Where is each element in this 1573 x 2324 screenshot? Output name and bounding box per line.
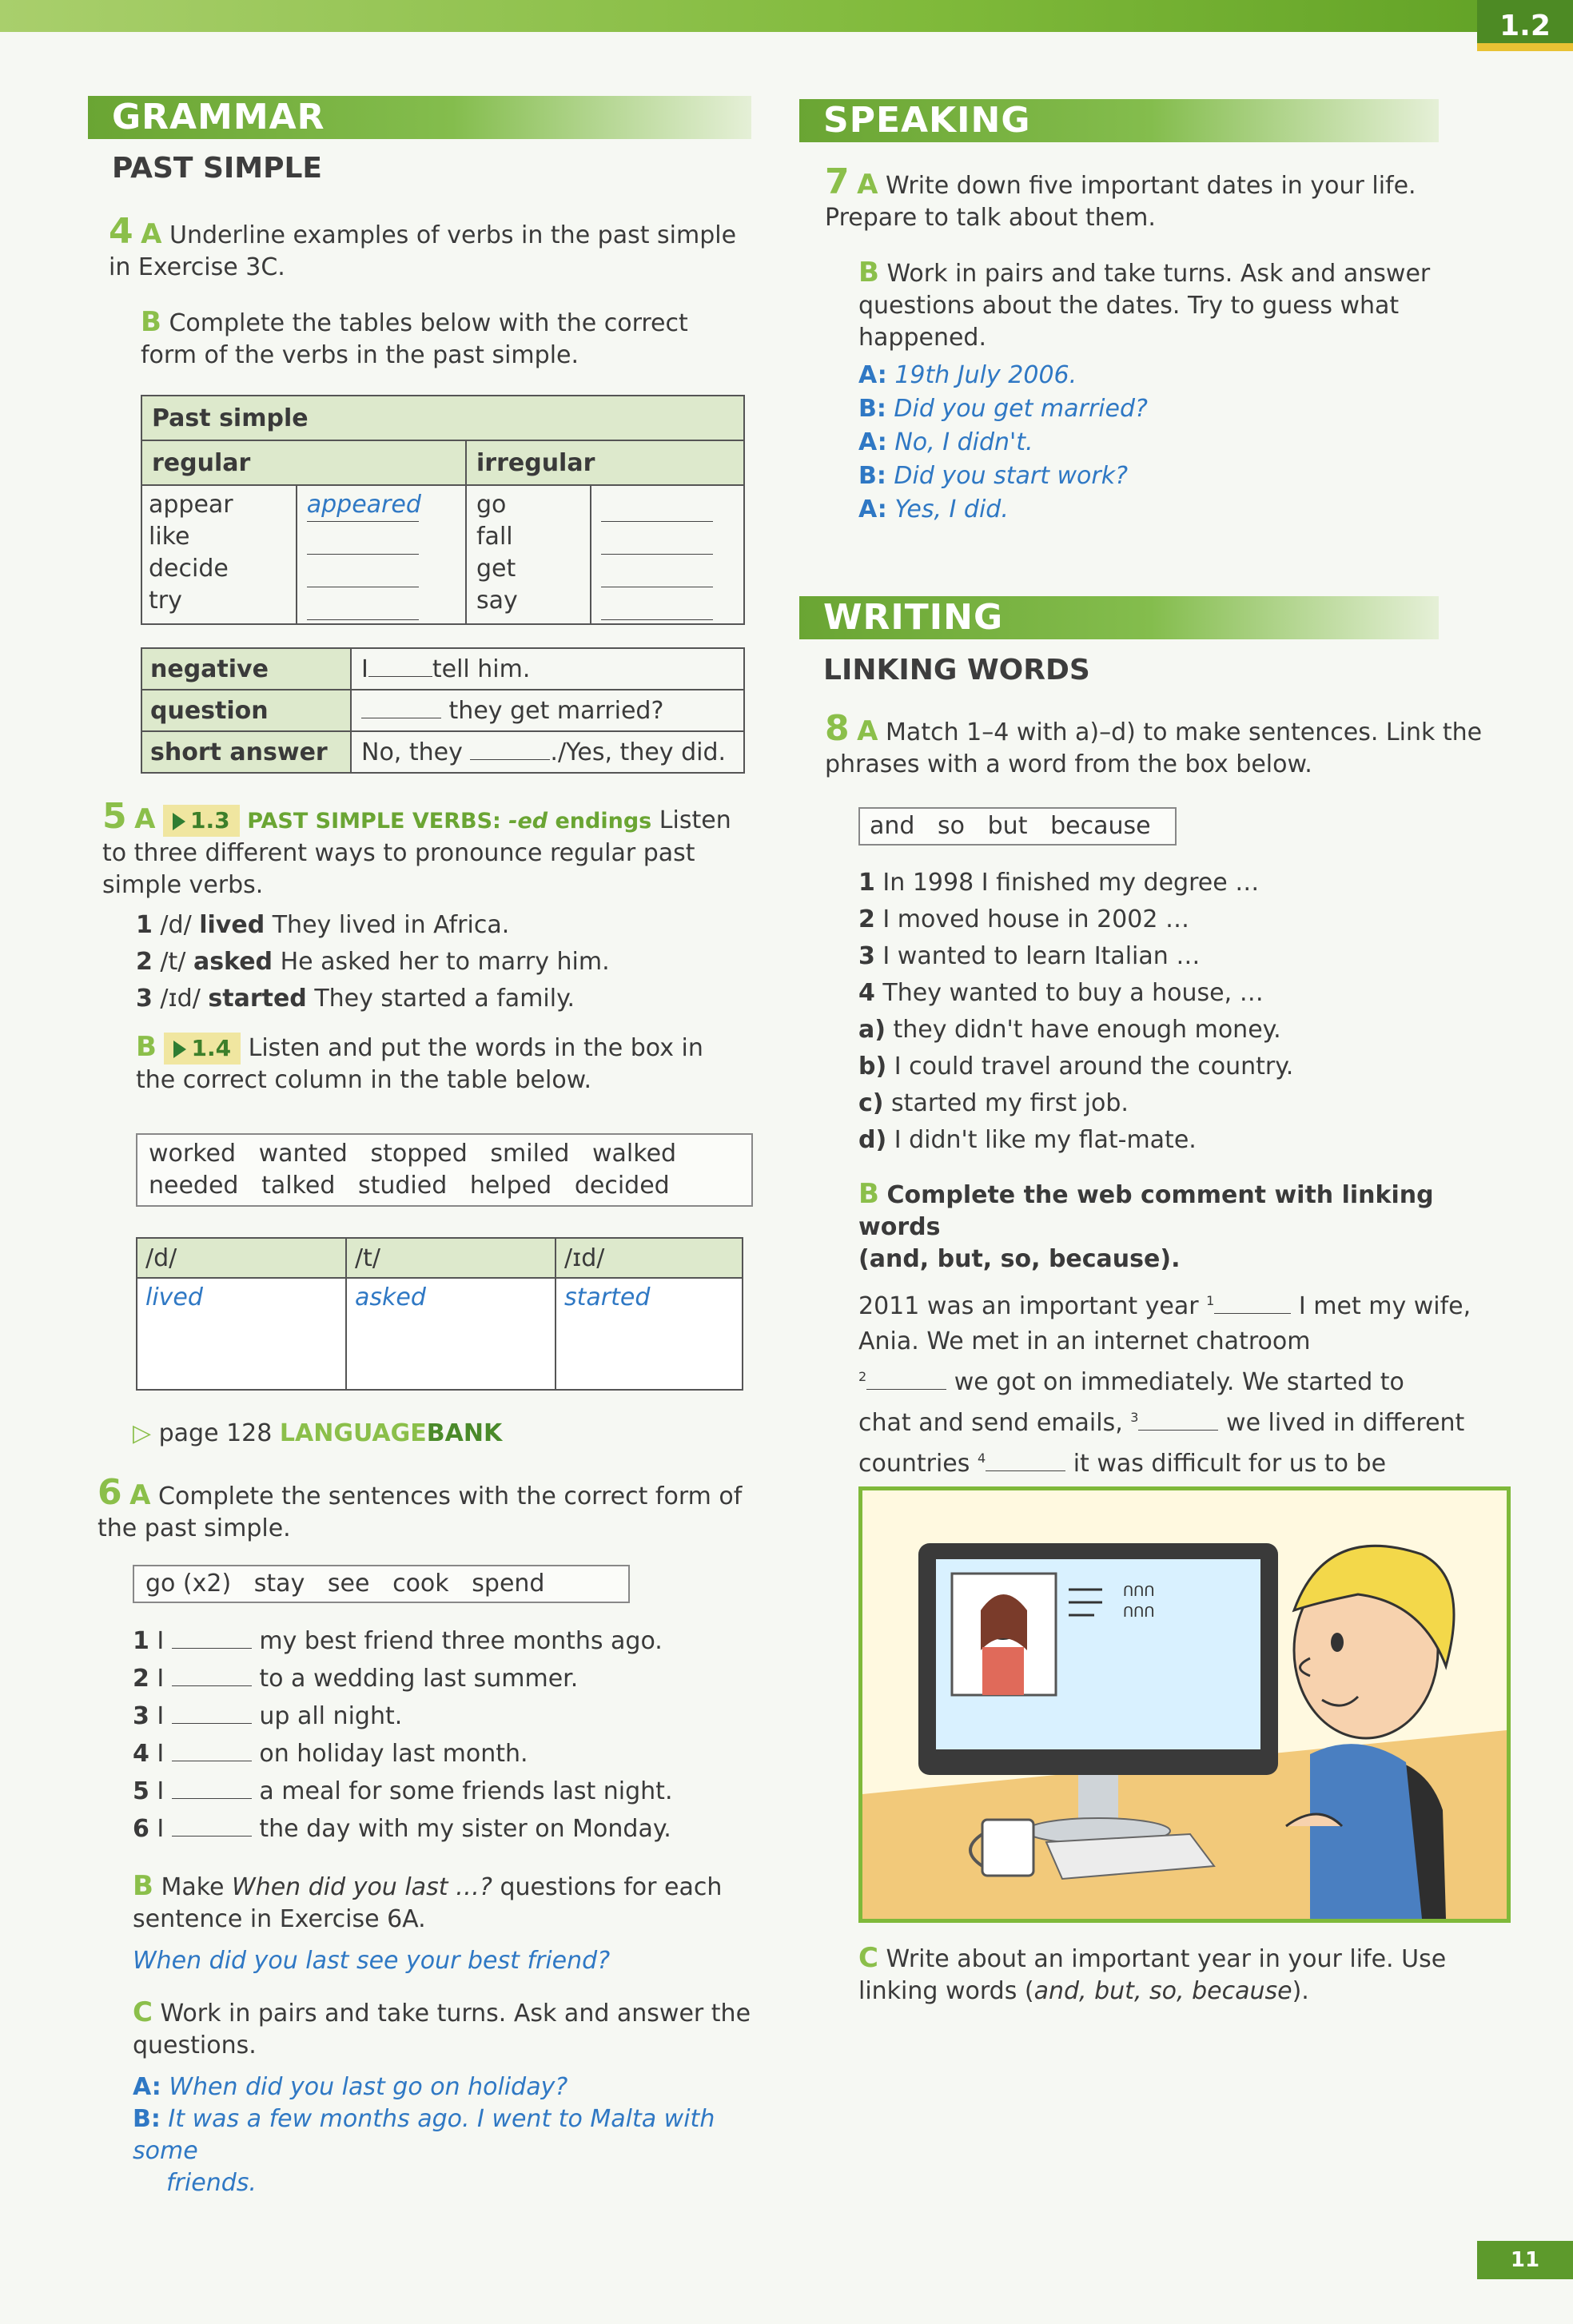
list-item: 6 I the day with my sister on Monday. [133, 1815, 671, 1843]
matching-list [858, 865, 1482, 1159]
column-header: /t/ [346, 1238, 556, 1278]
answer-blank[interactable] [601, 555, 713, 587]
answer-blank[interactable] [172, 1836, 252, 1837]
irregular-verb: fall [476, 523, 513, 551]
part-letter: B [136, 1031, 157, 1063]
part-letter: A [857, 715, 878, 747]
answer-blank[interactable] [470, 759, 550, 760]
list-item[interactable]: a) they didn't have enough money. [858, 1016, 1281, 1044]
irregular-verb: say [476, 587, 518, 615]
exercise-number: 7 [825, 161, 850, 202]
instruction-text: Listen and put the words in the box in the correct column in the table below. [136, 1034, 703, 1094]
exercise-4 [109, 211, 748, 372]
answer-blank[interactable] [601, 522, 713, 555]
language-bank-link[interactable]: ▷ page 128 LANGUAGEBANK [133, 1419, 503, 1447]
row-pre: No, they [361, 738, 463, 766]
exercise-number: 4 [109, 211, 133, 252]
grammar-subtitle: PAST SIMPLE [112, 152, 323, 185]
part-letter: A [129, 1479, 151, 1511]
exercise-number: 8 [825, 708, 850, 749]
exercise-8 [825, 708, 1488, 781]
part-letter: B [858, 257, 879, 289]
regular-verb: try [149, 587, 182, 615]
audio-track-button[interactable]: 1.3 [163, 805, 240, 837]
play-icon [173, 813, 185, 830]
instruction-text: Underline examples of verbs in the past simple in Exercise 3C. [109, 221, 737, 281]
word-box: go (x2) stay see cook spend [133, 1565, 630, 1603]
list-item: 4 I on holiday last month. [133, 1740, 528, 1768]
example-answer: When did you last see your best friend? [133, 1947, 611, 1975]
exercise-6 [98, 1472, 753, 1545]
row-label: question [141, 690, 351, 731]
speaking-heading: SPEAKING [799, 99, 1439, 142]
word-box: and so but because [858, 807, 1177, 846]
exercise-8c: C Write about an important year in your life. Use linking words (and, but, so, because). [858, 1942, 1447, 2005]
answer-blank[interactable] [172, 1798, 252, 1799]
exercise-5 [102, 796, 750, 1096]
grammar-heading: GRAMMAR [88, 96, 751, 139]
answer-blank[interactable] [172, 1685, 252, 1686]
word-box: worked wanted stopped smiled walked needed talked studied helped decided [136, 1133, 753, 1207]
dialog-line: A: 19th July 2006. [858, 361, 1077, 389]
exercise-heading: PAST SIMPLE VERBS: -ed endings [247, 809, 652, 834]
example-line: 2 /t/ asked He asked her to marry him. [136, 948, 610, 976]
column-header: /d/ [137, 1238, 346, 1278]
web-comment: 2011 was an important year $^1$ I met my wife, Ania. We met in an internet chatroom $^2$ we got on immediately. We started to chat and send emails, $^3$ we lived in different countries $^4$ it was difficult for us to be [858, 1292, 1471, 1478]
list-item[interactable]: d) I didn't like my flat-mate. [858, 1126, 1197, 1154]
dialog [825, 359, 1488, 527]
answer-blank[interactable] [601, 489, 713, 522]
svg-text:ᑎᑎᑎ: ᑎᑎᑎ [1123, 1604, 1155, 1621]
dialog-line: friends. [166, 2169, 257, 2197]
regular-verb: like [149, 523, 190, 551]
list-item: 2 I to a wedding last summer. [133, 1665, 579, 1693]
example-line: 1 /d/ lived They lived in Africa. [136, 911, 510, 939]
list-item: 3 I up all night. [133, 1702, 403, 1730]
page-number: 11 [1477, 2241, 1573, 2279]
dialog-line: A: No, I didn't. [858, 428, 1033, 456]
example-line: 3 /ɪd/ started They started a family. [136, 985, 575, 1013]
sentence-list [133, 1622, 740, 1848]
exercise-number: 5 [102, 796, 127, 837]
instruction-text: Work in pairs and take turns. Ask and answer questions about the dates. Try to guess what happened. [858, 260, 1431, 352]
list-item[interactable]: 4 They wanted to buy a house, … [858, 979, 1264, 1007]
dialog-line: B: Did you start work? [858, 462, 1129, 490]
man-at-computer-illustration [862, 1490, 1507, 1919]
illustration [858, 1486, 1511, 1923]
answer-blank[interactable] [172, 1648, 252, 1649]
list-item[interactable]: 3 I wanted to learn Italian … [858, 942, 1201, 970]
column-example[interactable]: asked [346, 1278, 556, 1390]
negative-question-table [141, 647, 745, 774]
column-header: /ɪd/ [556, 1238, 743, 1278]
dialog-line: B: Did you get married? [858, 395, 1148, 423]
instruction-text: Listen to three different ways to pronounce regular past simple verbs. [102, 806, 731, 899]
row-post: ./Yes, they did. [550, 738, 727, 766]
exercise-8b: B Complete the web comment with linking words (and, but, so, because). 2011 was an important year $^1$ I met my wife, Ania. We met in an internet chatroom $^2$ we got on immediately. We started to chat and send emails, $^3$ we lived in different countries $^4$ it was difficult for us to be [858, 1178, 1490, 1552]
answer-blank[interactable] [601, 587, 713, 620]
row-post: they get married? [448, 696, 664, 725]
answer-blank[interactable] [1214, 1313, 1291, 1314]
instruction-text: Complete the tables below with the correct form of the verbs in the past simple. [141, 309, 688, 369]
part-letter: A [134, 803, 156, 835]
row-pre: I [361, 655, 368, 683]
arrow-icon: ▷ [133, 1419, 152, 1447]
exercise-number: 6 [98, 1472, 122, 1513]
instruction-text: Work in pairs and take turns. Ask and answer the questions. [133, 2000, 751, 2059]
row-post: tell him. [432, 655, 531, 683]
row-label: short answer [141, 731, 351, 773]
dialog-line: A: Yes, I did. [858, 495, 1009, 523]
answer-blank[interactable] [1138, 1430, 1218, 1431]
instruction-text: Write down five important dates in your life. Prepare to talk about them. [825, 172, 1416, 232]
answer-blank[interactable] [986, 1470, 1065, 1471]
column-example[interactable]: started [556, 1278, 743, 1390]
regular-header: regular [141, 440, 466, 485]
part-letter: C [858, 1942, 878, 1974]
top-bar [0, 0, 1573, 32]
answer-blank[interactable] [866, 1389, 946, 1390]
list-item[interactable]: 2 I moved house in 2002 … [858, 905, 1189, 933]
instruction-text: Complete the sentences with the correct form of the past simple. [98, 1482, 743, 1542]
unit-label: 1.2 [1477, 0, 1573, 51]
list-item[interactable]: b) I could travel around the country. [858, 1053, 1294, 1080]
pronunciation-examples [102, 909, 750, 1015]
answer-example: appeared [307, 489, 419, 522]
instruction-text: Match 1–4 with a)–d) to make sentences. Link the phrases with a word from the box below. [825, 718, 1483, 778]
part-letter: A [141, 218, 162, 250]
column-example[interactable]: lived [137, 1278, 346, 1390]
exercise-6b: B Make When did you last …? questions for each sentence in Exercise 6A. When did you last see your best friend? C Work in pairs and take turns. Ask and answer the questions. A: When did you last go on holiday? B: It was a few months ago. I went to Malta with some friends. [133, 1870, 756, 2199]
dialog-line: B: It was a few months ago. I went to Malta with some [133, 2105, 715, 2165]
dialog-line: A: When did you last go on holiday? [133, 2073, 568, 2101]
answer-blank[interactable] [307, 587, 419, 620]
list-item[interactable]: c) started my first job. [858, 1089, 1129, 1117]
row-label: negative [141, 648, 351, 690]
part-letter: B [858, 1178, 879, 1210]
list-item: 5 I a meal for some friends last night. [133, 1777, 673, 1805]
answer-blank[interactable] [307, 522, 419, 555]
regular-verb: appear [149, 491, 233, 519]
list-item[interactable]: 1 In 1998 I finished my degree … [858, 869, 1260, 897]
exercise-7 [825, 161, 1488, 527]
writing-subtitle: LINKING WORDS [823, 654, 1090, 686]
svg-text:ᑎᑎᑎ: ᑎᑎᑎ [1123, 1583, 1155, 1600]
sounds-table [136, 1237, 743, 1391]
part-letter: C [133, 1996, 153, 2028]
past-simple-table [141, 395, 745, 625]
play-icon [173, 1041, 186, 1058]
answer-blank[interactable] [307, 555, 419, 587]
part-letter: A [857, 169, 878, 201]
irregular-header: irregular [466, 440, 744, 485]
regular-verb: decide [149, 555, 229, 583]
writing-heading: WRITING [799, 596, 1439, 639]
answer-blank[interactable] [368, 676, 432, 677]
irregular-verb: go [476, 491, 507, 519]
part-letter: B [133, 1870, 153, 1902]
audio-track-button[interactable]: 1.4 [164, 1033, 241, 1065]
list-item: 1 I my best friend three months ago. [133, 1627, 663, 1655]
irregular-verb: get [476, 555, 516, 583]
table-title: Past simple [141, 396, 744, 440]
answer-blank[interactable] [172, 1723, 252, 1724]
part-letter: B [141, 306, 161, 338]
